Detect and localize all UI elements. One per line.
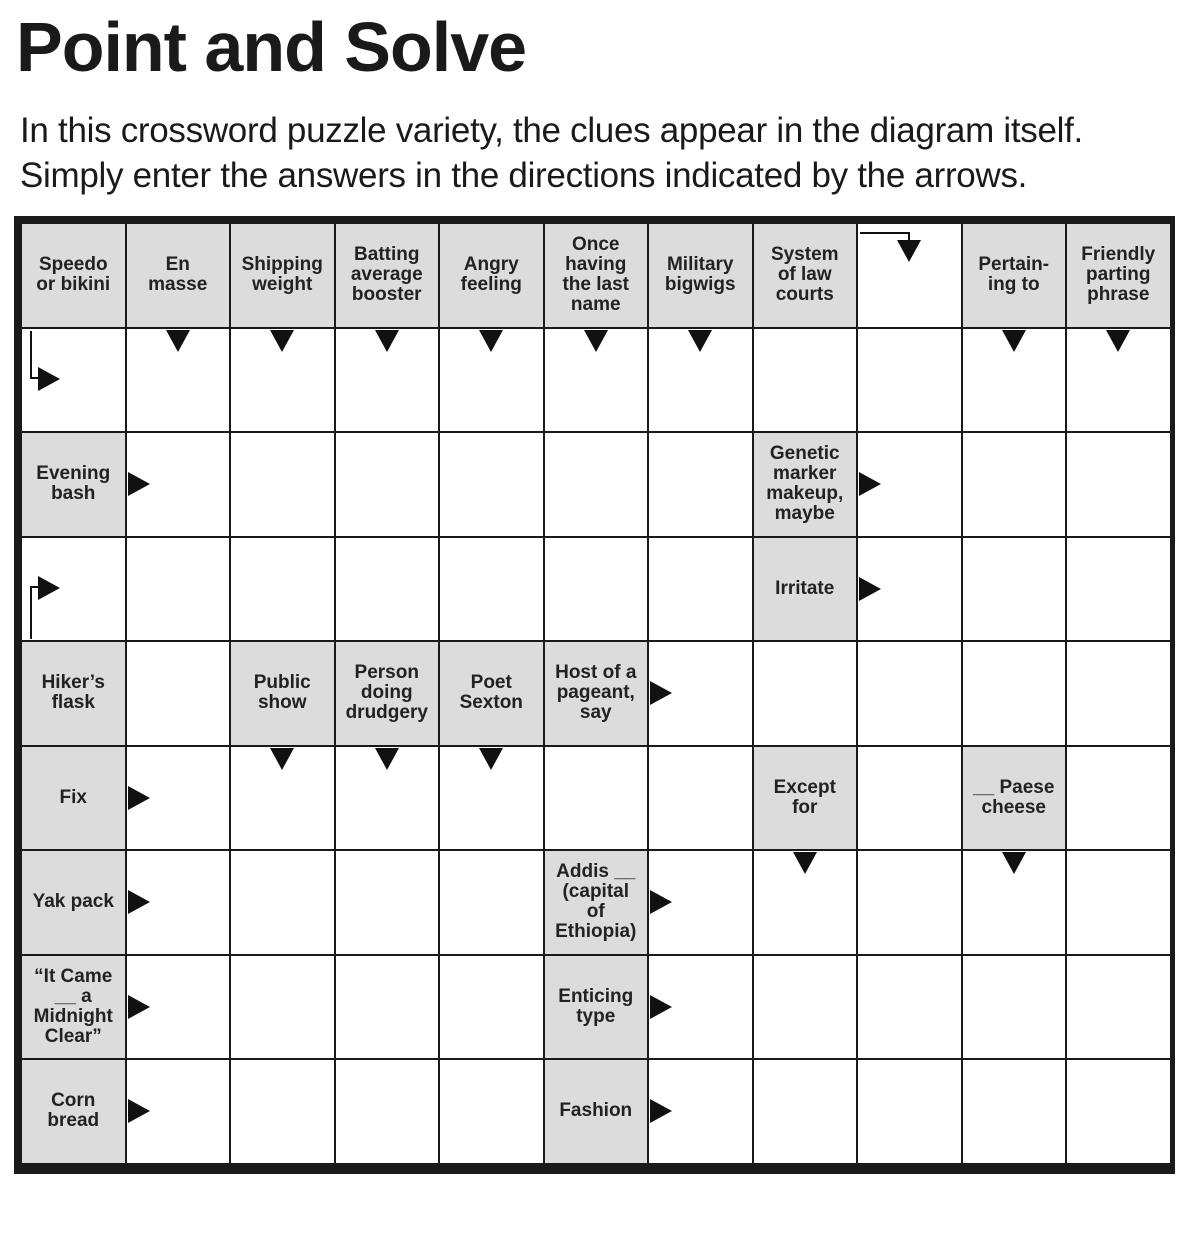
answer-cell[interactable] <box>649 747 752 850</box>
answer-cell[interactable] <box>858 956 961 1059</box>
clue-cell <box>22 433 125 536</box>
answer-cell[interactable] <box>127 642 230 745</box>
clue-text: Once having the last name <box>562 234 630 316</box>
down-arrow-icon <box>375 330 399 352</box>
answer-cell[interactable] <box>545 538 648 641</box>
answer-cell[interactable] <box>231 538 334 641</box>
instructions-line-2: Simply enter the answers in the directions indicated by the arrows. <box>20 156 1028 195</box>
clue-text: Irritate <box>775 577 835 599</box>
clue-text: Shipping weight <box>241 254 323 296</box>
clue-text: Person doing drudgery <box>345 662 428 724</box>
clue-cell <box>545 851 648 954</box>
answer-cell[interactable] <box>754 956 857 1059</box>
clue-cell <box>440 224 543 327</box>
clue-text: System of law courts <box>770 244 839 306</box>
crossword-grid <box>14 216 1175 1174</box>
right-arrow-icon <box>650 995 672 1019</box>
bent-right-arrow-icon <box>38 367 60 391</box>
clue-cell <box>754 224 857 327</box>
clue-cell <box>1067 224 1170 327</box>
clue-text: Genetic marker makeup, maybe <box>766 443 844 525</box>
right-arrow-icon <box>128 890 150 914</box>
clue-text: __ Paese cheese <box>973 776 1055 818</box>
answer-cell[interactable] <box>1067 1060 1170 1163</box>
answer-cell[interactable] <box>440 956 543 1059</box>
clue-text: Batting average booster <box>350 244 423 306</box>
answer-cell[interactable] <box>1067 538 1170 641</box>
answer-cell[interactable] <box>963 538 1066 641</box>
answer-cell[interactable] <box>231 851 334 954</box>
clue-cell <box>545 1060 648 1163</box>
right-arrow-icon <box>650 681 672 705</box>
bent-arrow-line <box>30 331 32 379</box>
clue-text: Addis __ (capital of Ethiopia) <box>555 861 637 943</box>
down-arrow-icon <box>479 330 503 352</box>
bent-right-arrow-icon <box>38 576 60 600</box>
right-arrow-icon <box>128 1099 150 1123</box>
clue-text: Poet Sexton <box>459 672 523 714</box>
answer-cell[interactable] <box>858 851 961 954</box>
clue-cell <box>649 224 752 327</box>
answer-cell[interactable] <box>231 956 334 1059</box>
down-arrow-icon <box>270 330 294 352</box>
clue-text: “It Came __ a Midnight Clear” <box>33 965 113 1047</box>
clue-text: Fix <box>59 786 87 808</box>
answer-cell[interactable] <box>754 329 857 432</box>
clue-text: Host of a pageant, say <box>555 662 637 724</box>
right-arrow-icon <box>859 577 881 601</box>
answer-cell[interactable] <box>336 433 439 536</box>
clue-text: Pertain- ing to <box>978 254 1050 296</box>
bent-arrow-line <box>30 586 32 640</box>
clue-cell <box>754 433 857 536</box>
down-arrow-icon <box>1002 330 1026 352</box>
down-arrow-icon <box>793 852 817 874</box>
instructions <box>20 108 1190 198</box>
clue-text: En masse <box>148 254 208 296</box>
answer-cell[interactable] <box>858 329 961 432</box>
answer-cell[interactable] <box>858 642 961 745</box>
answer-cell[interactable] <box>858 747 961 850</box>
answer-cell[interactable] <box>545 433 648 536</box>
down-arrow-icon <box>166 330 190 352</box>
clue-text: Except for <box>773 776 836 818</box>
right-arrow-icon <box>128 786 150 810</box>
clue-text: Public show <box>253 672 311 714</box>
answer-cell[interactable] <box>754 1060 857 1163</box>
clue-text: Corn bread <box>47 1090 100 1132</box>
clue-cell <box>22 642 125 745</box>
clue-text: Military bigwigs <box>664 254 736 296</box>
clue-cell <box>963 224 1066 327</box>
answer-cell[interactable] <box>754 642 857 745</box>
clue-cell <box>22 747 125 850</box>
bent-down-arrow-icon <box>897 240 921 262</box>
clue-text: Yak pack <box>32 891 114 913</box>
clue-cell <box>545 642 648 745</box>
instructions-line-1: In this crossword puzzle variety, the clues appear in the diagram itself. <box>20 111 1083 150</box>
right-arrow-icon <box>859 472 881 496</box>
answer-cell[interactable] <box>545 747 648 850</box>
clue-cell <box>22 851 125 954</box>
down-arrow-icon <box>584 330 608 352</box>
answer-cell[interactable] <box>963 1060 1066 1163</box>
answer-cell[interactable] <box>1067 747 1170 850</box>
down-arrow-icon <box>479 748 503 770</box>
clue-cell <box>22 224 125 327</box>
right-arrow-icon <box>128 995 150 1019</box>
clue-text: Evening bash <box>36 463 111 505</box>
answer-cell[interactable] <box>440 538 543 641</box>
down-arrow-icon <box>375 748 399 770</box>
right-arrow-icon <box>650 1099 672 1123</box>
clue-cell <box>545 956 648 1059</box>
page-title: Point and Solve <box>16 8 527 86</box>
answer-cell[interactable] <box>963 956 1066 1059</box>
clue-cell <box>754 538 857 641</box>
answer-cell[interactable] <box>231 1060 334 1163</box>
answer-cell[interactable] <box>963 642 1066 745</box>
answer-cell[interactable] <box>336 956 439 1059</box>
clue-cell <box>336 642 439 745</box>
clue-cell <box>127 224 230 327</box>
answer-cell[interactable] <box>649 538 752 641</box>
right-arrow-icon <box>650 890 672 914</box>
down-arrow-icon <box>1106 330 1130 352</box>
clue-cell <box>22 956 125 1059</box>
clue-text: Enticing type <box>558 985 634 1027</box>
answer-cell[interactable] <box>336 851 439 954</box>
answer-cell[interactable] <box>649 433 752 536</box>
right-arrow-icon <box>128 472 150 496</box>
clue-cell <box>22 1060 125 1163</box>
clue-text: Hiker’s flask <box>41 672 105 714</box>
answer-cell[interactable] <box>1067 642 1170 745</box>
bent-arrow-line <box>860 232 910 234</box>
clue-cell <box>336 224 439 327</box>
answer-cell[interactable] <box>440 433 543 536</box>
clue-text: Friendly parting phrase <box>1081 244 1156 306</box>
down-arrow-icon <box>270 748 294 770</box>
clue-cell <box>440 642 543 745</box>
clue-cell <box>545 224 648 327</box>
answer-cell[interactable] <box>1067 851 1170 954</box>
down-arrow-icon <box>1002 852 1026 874</box>
clue-cell <box>231 642 334 745</box>
clue-cell <box>231 224 334 327</box>
answer-cell[interactable] <box>440 851 543 954</box>
answer-cell[interactable] <box>336 538 439 641</box>
answer-cell[interactable] <box>127 538 230 641</box>
answer-cell[interactable] <box>231 433 334 536</box>
clue-text: Speedo or bikini <box>36 254 111 296</box>
answer-cell[interactable] <box>963 433 1066 536</box>
clue-text: Fashion <box>559 1100 633 1122</box>
answer-cell[interactable] <box>440 1060 543 1163</box>
answer-cell[interactable] <box>336 1060 439 1163</box>
down-arrow-icon <box>688 330 712 352</box>
answer-cell[interactable] <box>1067 956 1170 1059</box>
answer-cell[interactable] <box>1067 433 1170 536</box>
answer-cell[interactable] <box>858 1060 961 1163</box>
clue-text: Angry feeling <box>460 254 522 296</box>
clue-cell <box>754 747 857 850</box>
clue-cell <box>963 747 1066 850</box>
